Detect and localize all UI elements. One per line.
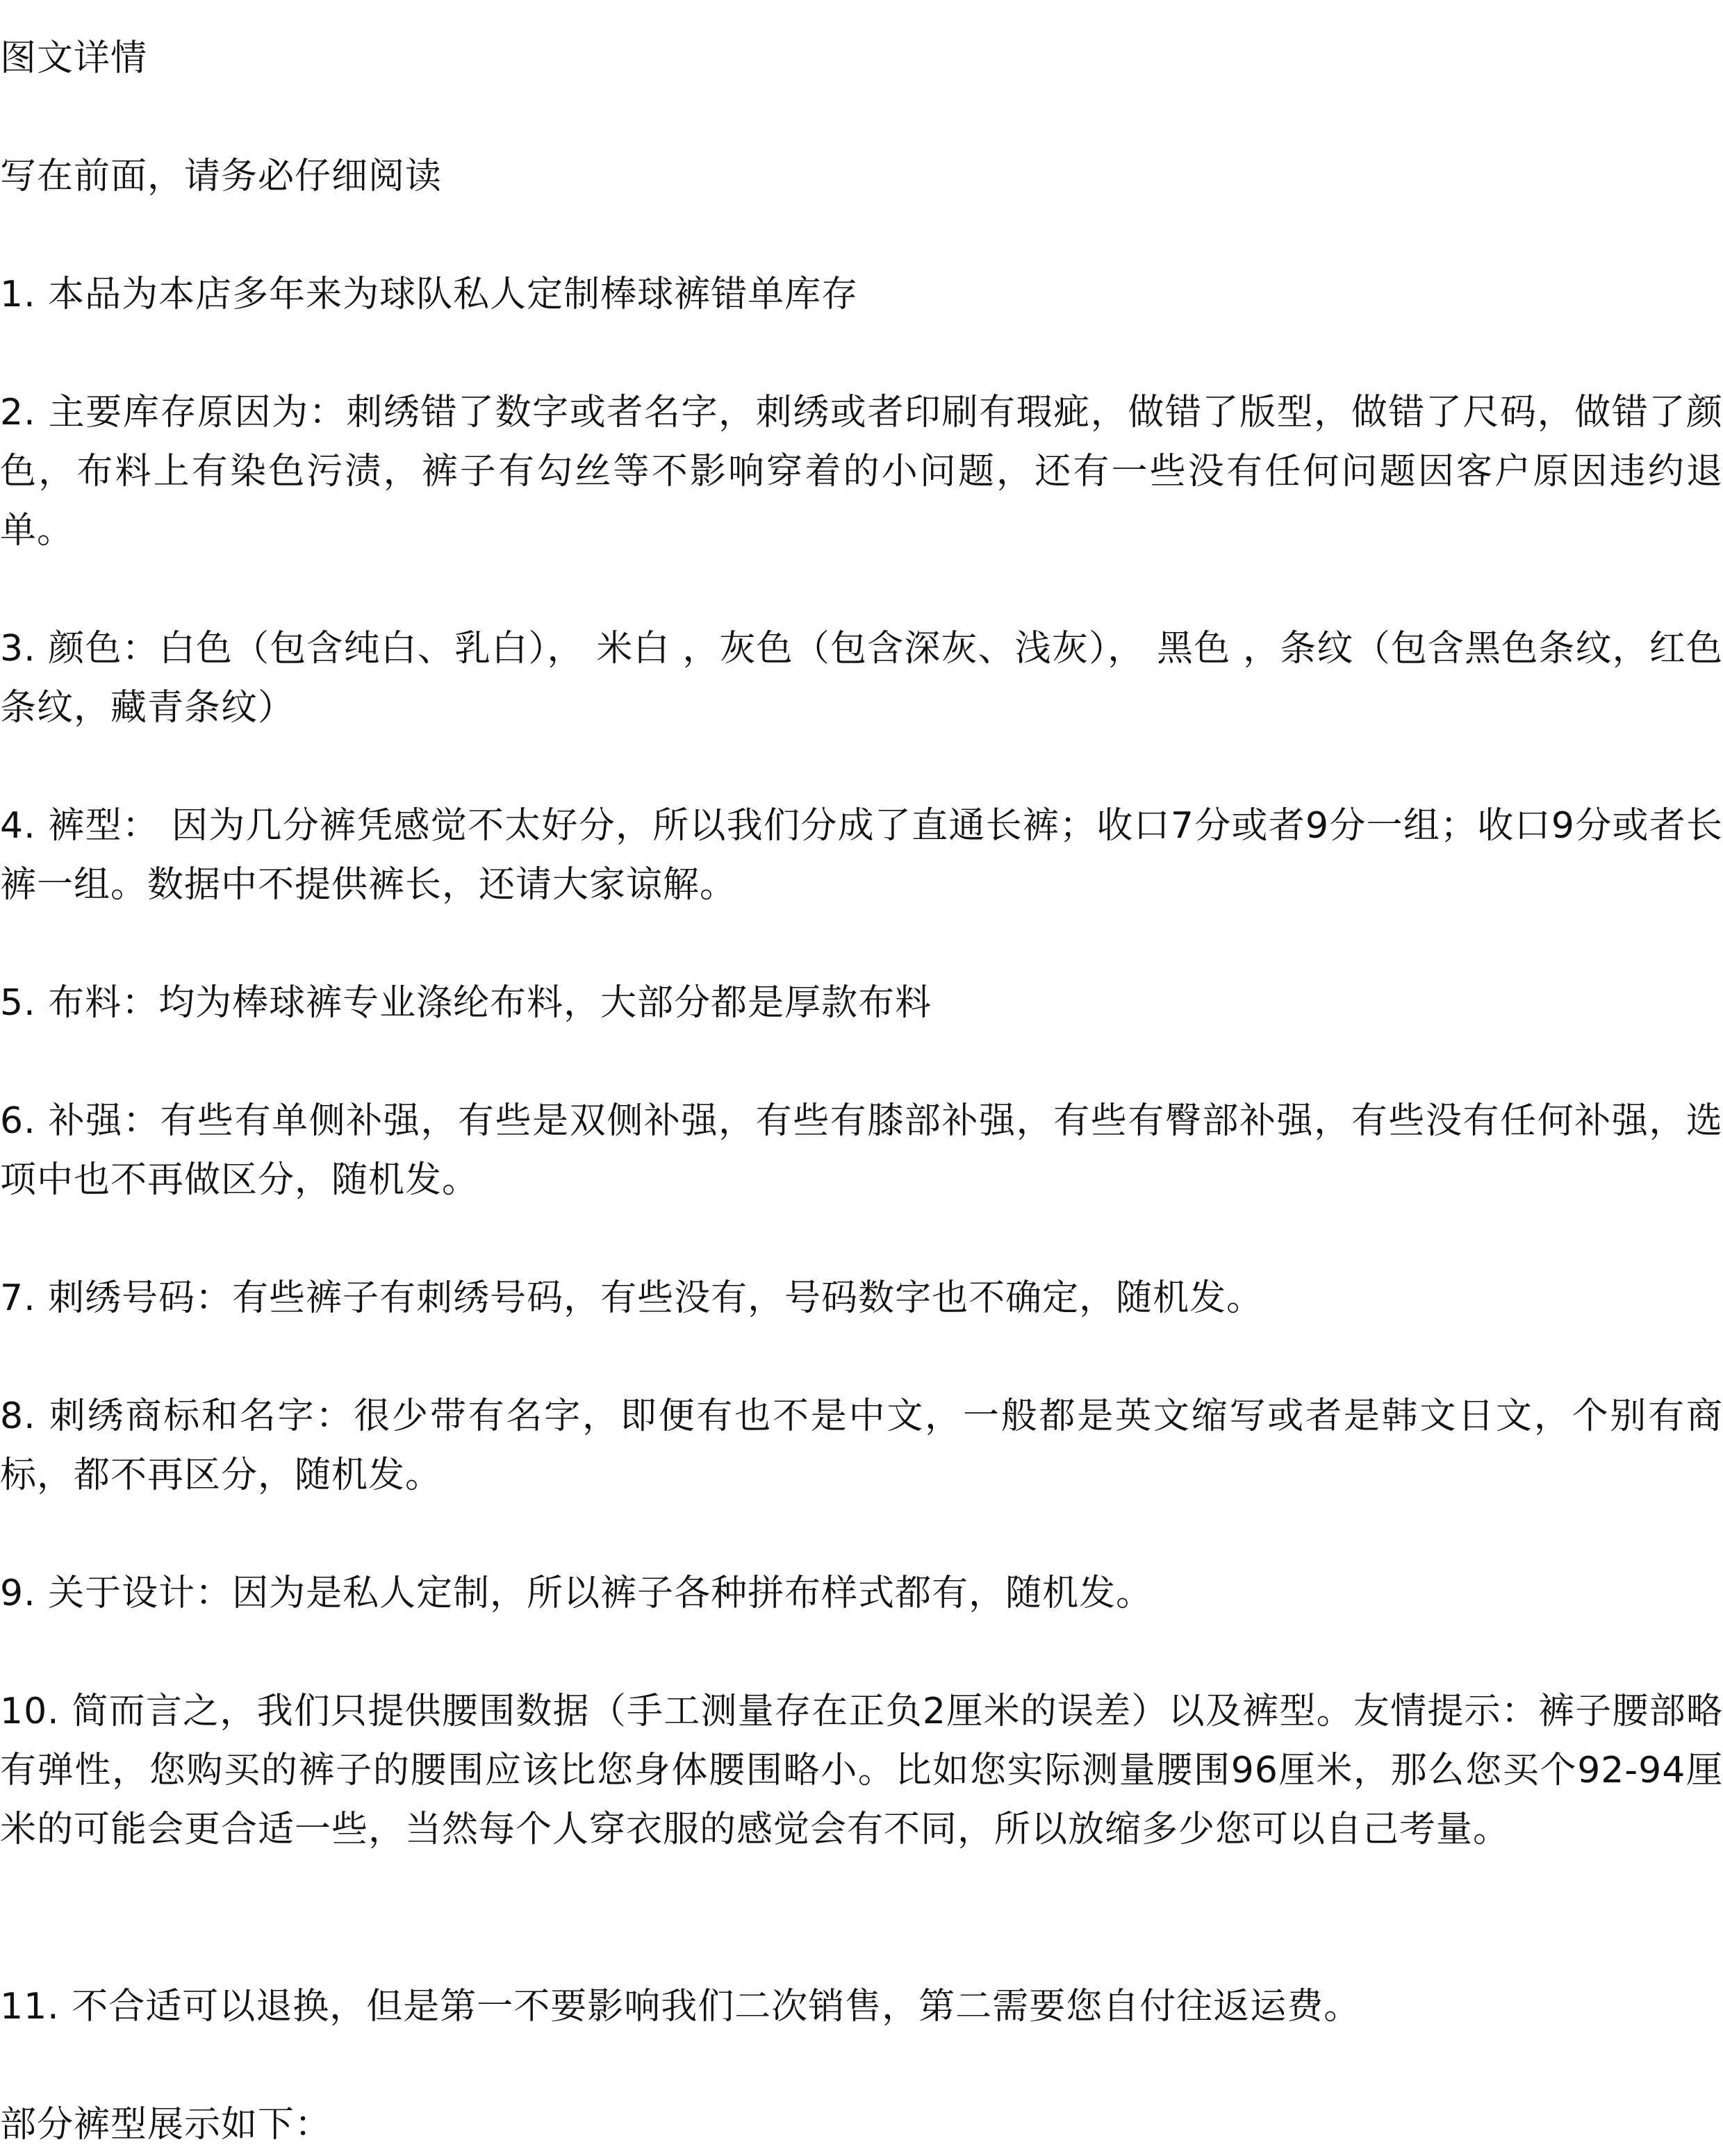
- note-item-1: 1. 本品为本店多年来为球队私人定制棒球裤错单库存: [0, 274, 859, 315]
- note-item-4: 4. 裤型： 因为几分裤凭感觉不太好分，所以我们分成了直通长裤；收口7分或者9分一组；收口9分或者长裤一组。数据中不提供裤长，还请大家谅解。: [0, 805, 1723, 906]
- note-item-7: 7. 刺绣号码：有些裤子有刺绣号码，有些没有，号码数字也不确定，随机发。: [0, 1277, 1264, 1319]
- intro-note: 写在前面，请务必仔细阅读: [0, 156, 443, 197]
- note-item-11: 11. 不合适可以退换，但是第一不要影响我们二次销售，第二需要您自付往返运费。: [0, 1986, 1361, 2028]
- note-item-3: 3. 颜色：白色（包含纯白、乳白）， 米白 ，灰色（包含深灰、浅灰）， 黑色 ，条纹（包含黑色条纹，红色条纹，藏青条纹）: [0, 628, 1723, 729]
- note-item-8: 8. 刺绣商标和名字：很少带有名字，即便有也不是中文，一般都是英文缩写或者是韩文日文，个别有商标，都不再区分，随机发。: [0, 1395, 1723, 1496]
- note-item-2: 2. 主要库存原因为：刺绣错了数字或者名字，刺绣或者印刷有瑕疵，做错了版型，做错了尺码，做错了颜色，布料上有染色污渍，裤子有勾丝等不影响穿着的小问题，还有一些没有任何问题因客户原因违约退单。: [0, 392, 1723, 552]
- page-title: 图文详情: [0, 38, 148, 79]
- note-item-10: 10. 简而言之，我们只提供腰围数据（手工测量存在正负2厘米的误差）以及裤型。友情提示：裤子腰部略有弹性，您购买的裤子的腰围应该比您身体腰围略小。比如您实际测量腰围96厘米，那么您买个92-94厘米的可能会更合适一些，当然每个人穿衣服的感觉会有不同，所以放缩多少您可以自己考量。: [0, 1691, 1723, 1850]
- note-item-6: 6. 补强：有些有单侧补强，有些是双侧补强，有些有膝部补强，有些有臀部补强，有些没有任何补强，选项中也不再做区分，随机发。: [0, 1100, 1723, 1201]
- style-showcase-heading: 部分裤型展示如下：: [0, 2104, 332, 2146]
- note-item-9: 9. 关于设计：因为是私人定制，所以裤子各种拼布样式都有，随机发。: [0, 1573, 1153, 1614]
- note-item-5: 5. 布料：均为棒球裤专业涤纶布料，大部分都是厚款布料: [0, 982, 932, 1024]
